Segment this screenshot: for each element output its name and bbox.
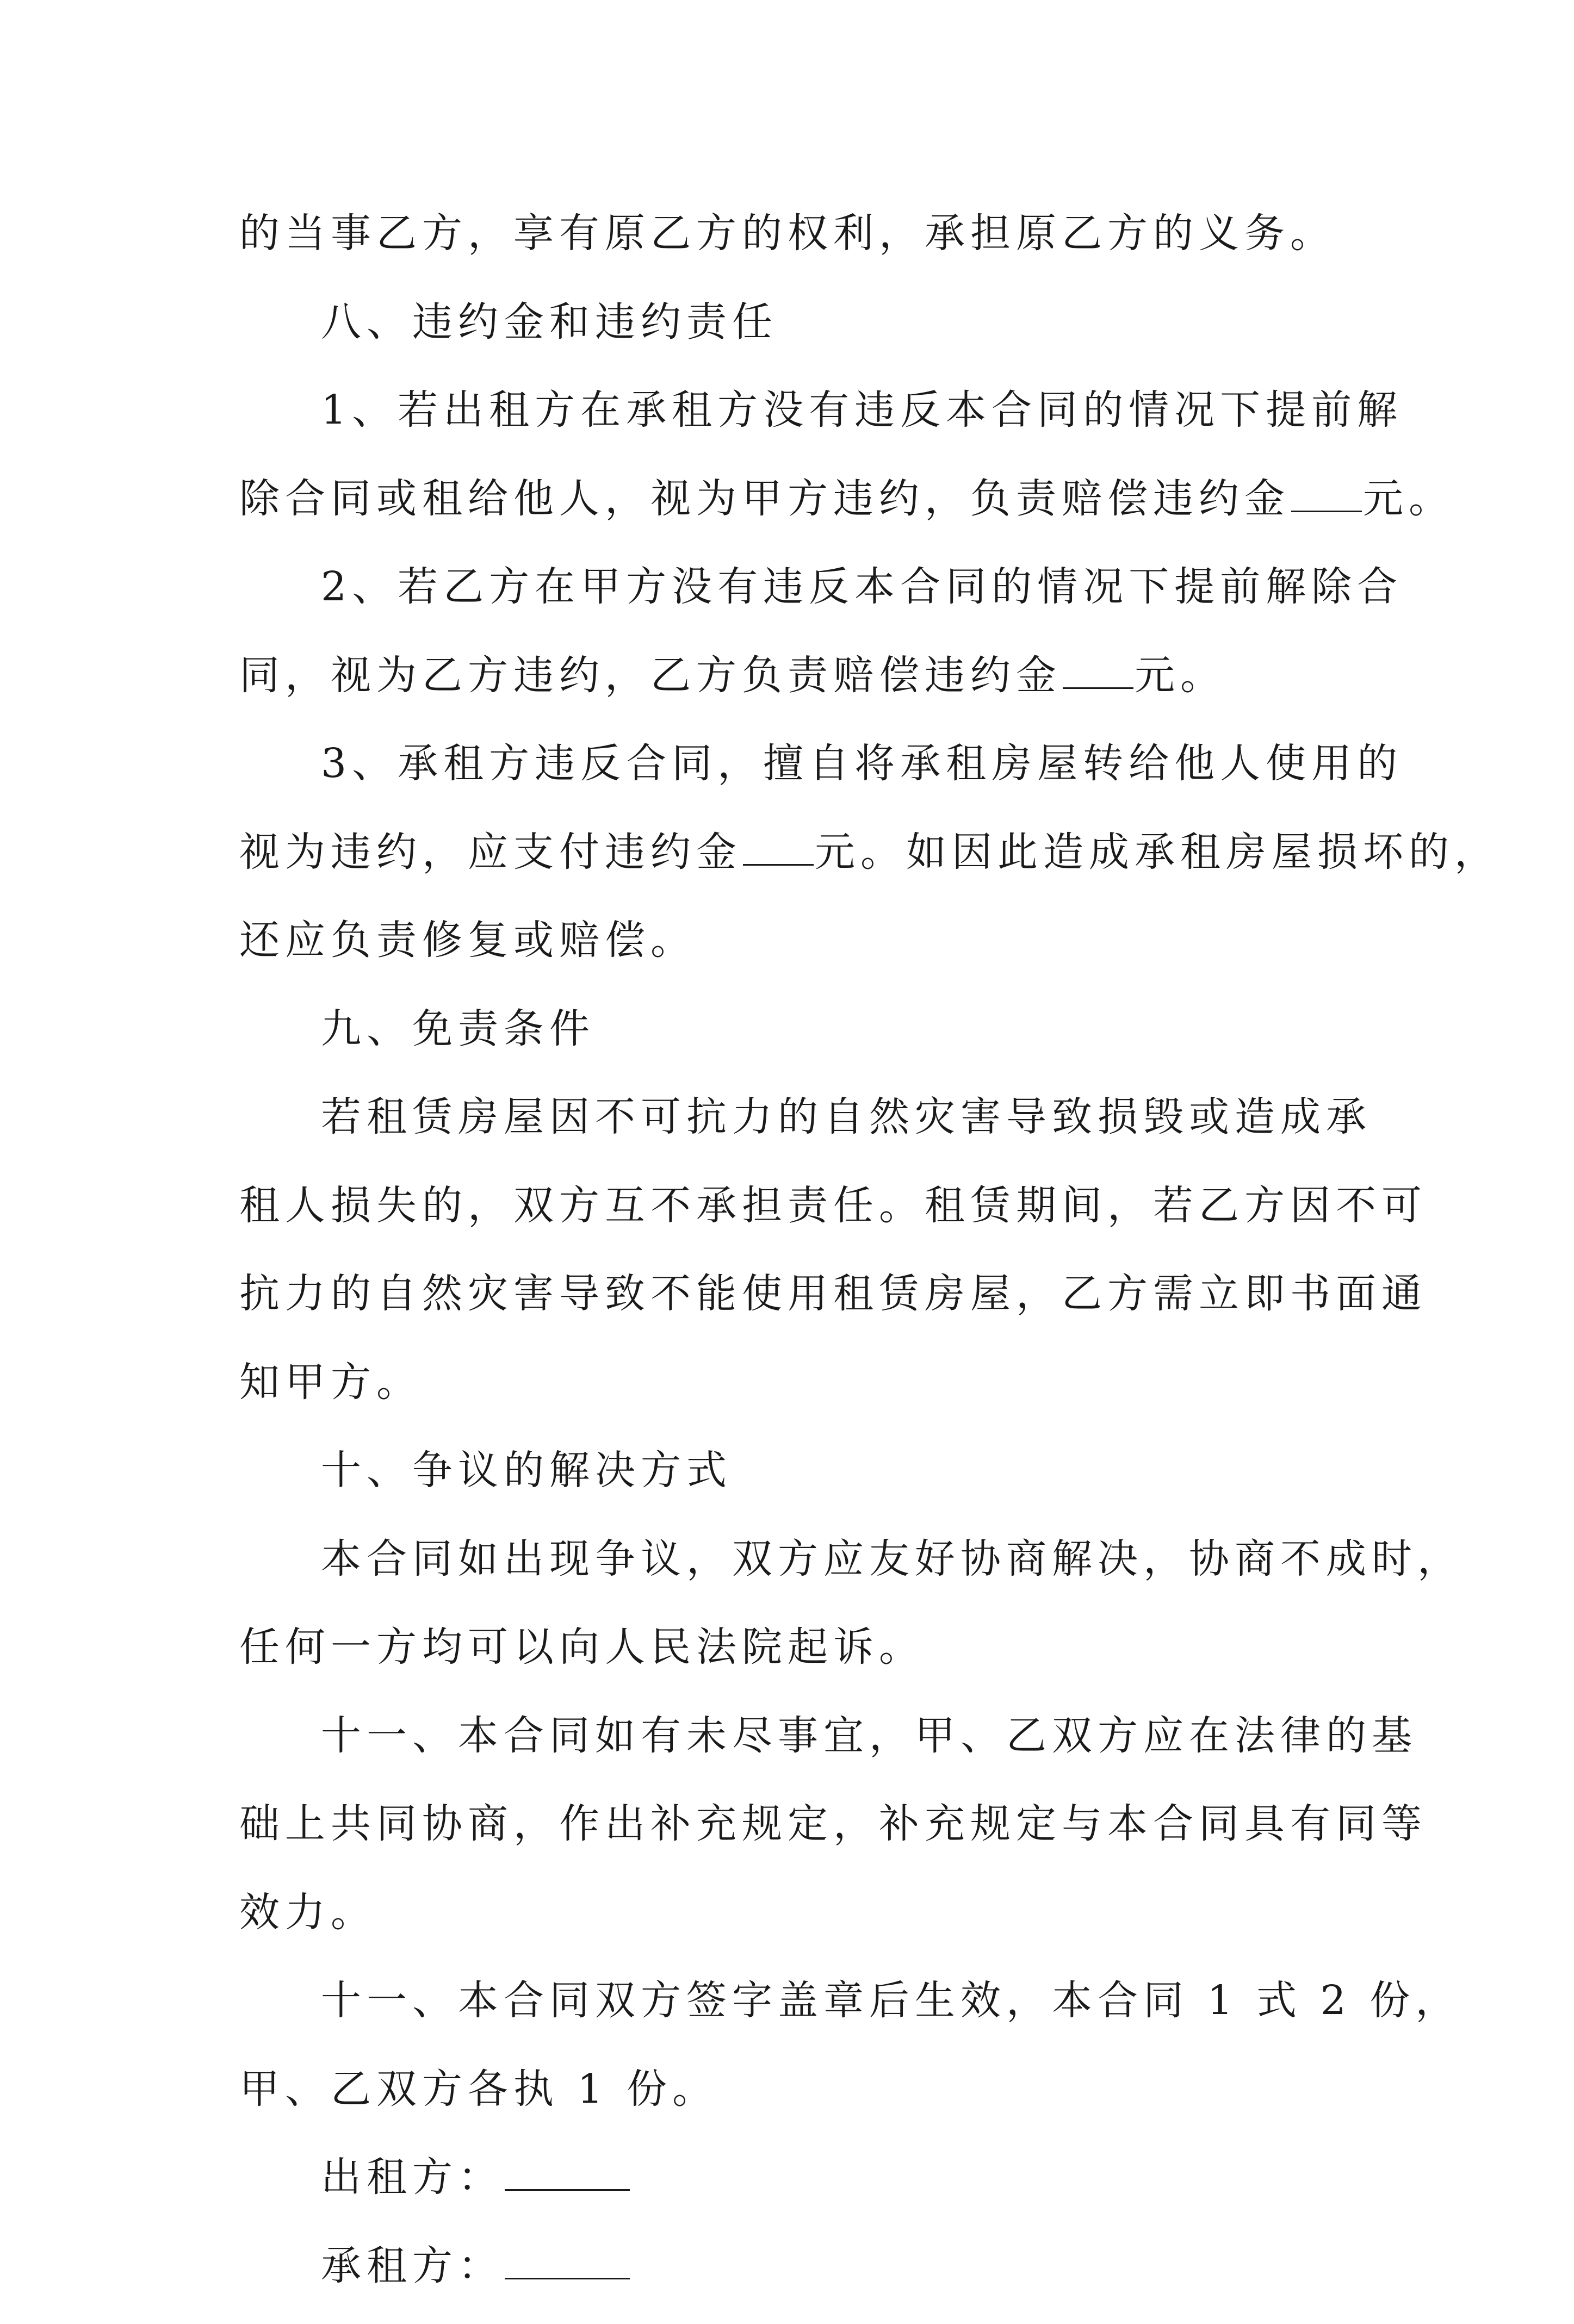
- text-line: 任何一方均可以向人民法院起诉。: [239, 1617, 1349, 1706]
- text-line: [239, 645, 1349, 734]
- text-line: 1、若出租方在承租方没有违反本合同的情况下提前解: [239, 380, 1349, 469]
- text-fragment: 除合同或租给他人，视为甲方违约，负责赔偿违约金: [239, 475, 1290, 522]
- section-heading-breach: 八、违约金和违约责任: [239, 292, 1349, 381]
- text-line: 抗力的自然灾害导致不能使用租赁房屋，乙方需立即书面通: [239, 1264, 1349, 1352]
- contract-body: [239, 203, 1349, 2324]
- blank-field: [1063, 687, 1133, 689]
- lessee-signature-line: [239, 2236, 1349, 2324]
- text-line: [239, 822, 1349, 911]
- text-fragment: 元。: [1135, 652, 1226, 699]
- text-fragment: 元。如因此造成承租房屋损坏的，: [815, 829, 1500, 875]
- text-line: 2、若乙方在甲方没有违反本合同的情况下提前解除合: [239, 557, 1349, 645]
- text-fragment: 同，视为乙方违约，乙方负责赔偿违约金: [239, 652, 1062, 699]
- section-heading-exemption: 九、免责条件: [239, 999, 1349, 1088]
- text-line: 十一、本合同双方签字盖章后生效，本合同 1 式 2 份，: [239, 1971, 1349, 2059]
- text-line: 还应负责修复或赔偿。: [239, 910, 1349, 999]
- text-line: 效力。: [239, 1882, 1349, 1971]
- text-line: 十一、本合同如有未尽事宜，甲、乙双方应在法律的基: [239, 1706, 1349, 1794]
- section-heading-dispute: 十、争议的解决方式: [239, 1440, 1349, 1529]
- blank-field: [1291, 511, 1362, 512]
- text-line: 本合同如出现争议，双方应友好协商解决，协商不成时，: [239, 1529, 1349, 1618]
- text-line: 甲、乙双方各执 1 份。: [239, 2059, 1349, 2148]
- text-line: [239, 469, 1349, 557]
- text-fragment: 元。: [1363, 475, 1454, 522]
- lessor-label: 出租方：: [321, 2154, 504, 2201]
- text-line: 若租赁房屋因不可抗力的自然灾害导致损毁或造成承: [239, 1087, 1349, 1176]
- text-line: 础上共同协商，作出补充规定，补充规定与本合同具有同等: [239, 1794, 1349, 1882]
- lessor-signature-blank: [505, 2189, 630, 2191]
- lessee-signature-blank: [505, 2278, 630, 2279]
- blank-field: [743, 864, 814, 866]
- text-line: 的当事乙方，享有原乙方的权利，承担原乙方的义务。: [239, 203, 1349, 292]
- text-line: 知甲方。: [239, 1352, 1349, 1441]
- text-line: 租人损失的，双方互不承担责任。租赁期间，若乙方因不可: [239, 1176, 1349, 1264]
- lessee-label: 承租方：: [321, 2242, 504, 2289]
- text-line: 3、承租方违反合同，擅自将承租房屋转给他人使用的: [239, 734, 1349, 822]
- text-fragment: 视为违约，应支付违约金: [239, 829, 742, 875]
- lessor-signature-line: [239, 2147, 1349, 2236]
